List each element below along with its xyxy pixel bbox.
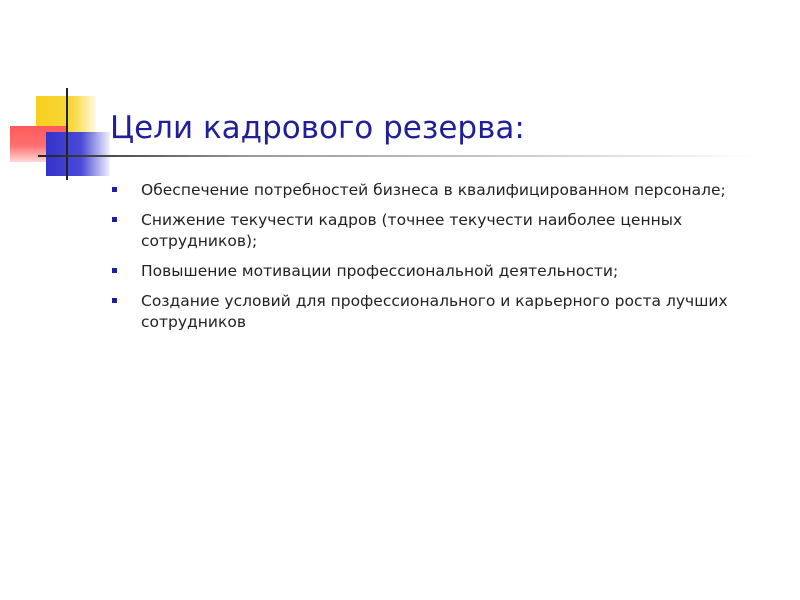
square-bullet-icon <box>112 268 117 273</box>
bullet-item <box>112 180 752 201</box>
vertical-line-decoration <box>66 88 68 180</box>
bullet-text: Создание условий для профессионального и карьерного роста лучших сотрудников <box>141 292 728 331</box>
title-underline <box>38 155 758 157</box>
square-bullet-icon <box>112 217 117 222</box>
slide-title: Цели кадрового резерва: <box>110 110 525 146</box>
bullet-item <box>112 210 752 252</box>
bullet-item <box>112 291 752 333</box>
square-bullet-icon <box>112 187 117 192</box>
square-bullet-icon <box>112 298 117 303</box>
bullet-text: Повышение мотивации профессиональной деятельности; <box>141 262 619 280</box>
bullet-list <box>112 180 752 342</box>
blue-square-decoration <box>46 132 110 176</box>
bullet-item <box>112 261 752 282</box>
bullet-text: Обеспечение потребностей бизнеса в квалифицированном персонале; <box>141 181 726 199</box>
bullet-text: Снижение текучести кадров (точнее текучести наиболее ценных сотрудников); <box>141 211 683 250</box>
